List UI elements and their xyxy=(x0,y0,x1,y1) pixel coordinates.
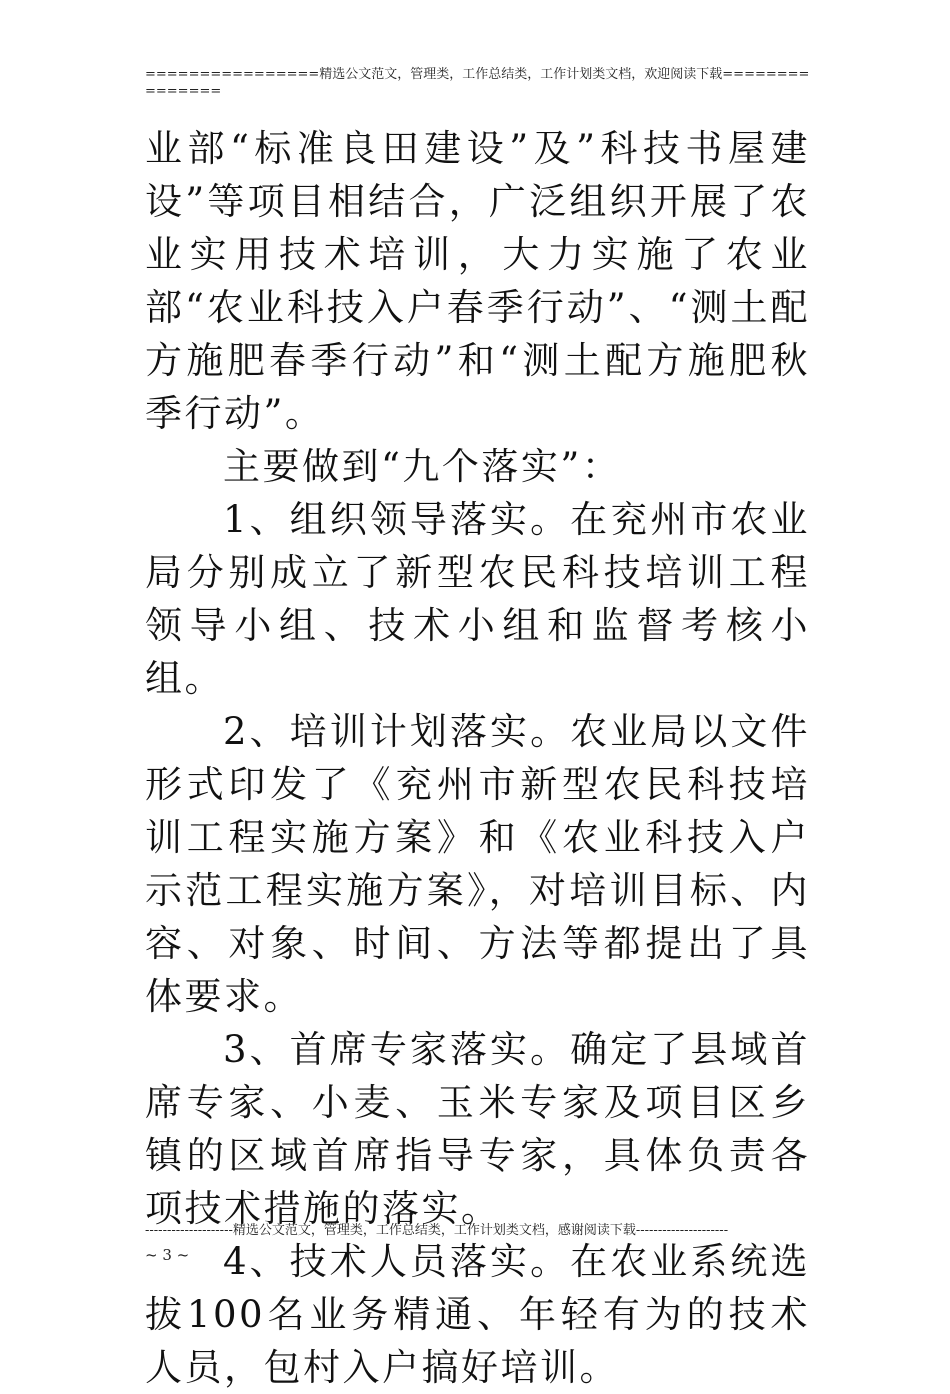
document-body xyxy=(145,122,810,1394)
paragraph-intro: 主要做到“九个落实”： xyxy=(223,445,622,488)
list-item-2: 2、培训计划落实。农业局以文件形式印发了《兖州市新型农民科技培训工程实施方案》和《农业科技入户示范工程实施方案》，对培训目标、内容、对象、时间、方法等都提出了具体要求。 xyxy=(145,710,810,1018)
paragraph-continuation: 业部“标准良田建设”及”科技书屋建设”等项目相结合，广泛组织开展了农业实用技术培训，大力实施了农业部“农业科技入户春季行动”、“测土配方施肥春季行动”和“测土配方施肥秋季行动”。 xyxy=(145,127,810,435)
header-banner: ================精选公文范文，管理类，工作总结类，工作计划类文档，欢迎阅读下载=============== xyxy=(145,67,810,99)
list-item-3: 3、首席专家落实。确定了县域首席专家、小麦、玉米专家及项目区乡镇的区域首席指导专家，具体负责各项技术措施的落实。 xyxy=(145,1028,810,1230)
list-item-4: 4、技术人员落实。在农业系统选拔100名业务精通、年轻有为的技术人员，包村入户搞好培训。 xyxy=(145,1240,810,1389)
footer-banner: --------------------精选公文范文，管理类，工作总结类，工作计划类文档，感谢阅读下载--------------------- xyxy=(145,1223,729,1238)
page-number: ~ 3 ~ xyxy=(145,1246,190,1264)
list-item-1: 1、组织领导落实。在兖州市农业局分别成立了新型农民科技培训工程领导小组、技术小组和监督考核小组。 xyxy=(145,498,810,700)
